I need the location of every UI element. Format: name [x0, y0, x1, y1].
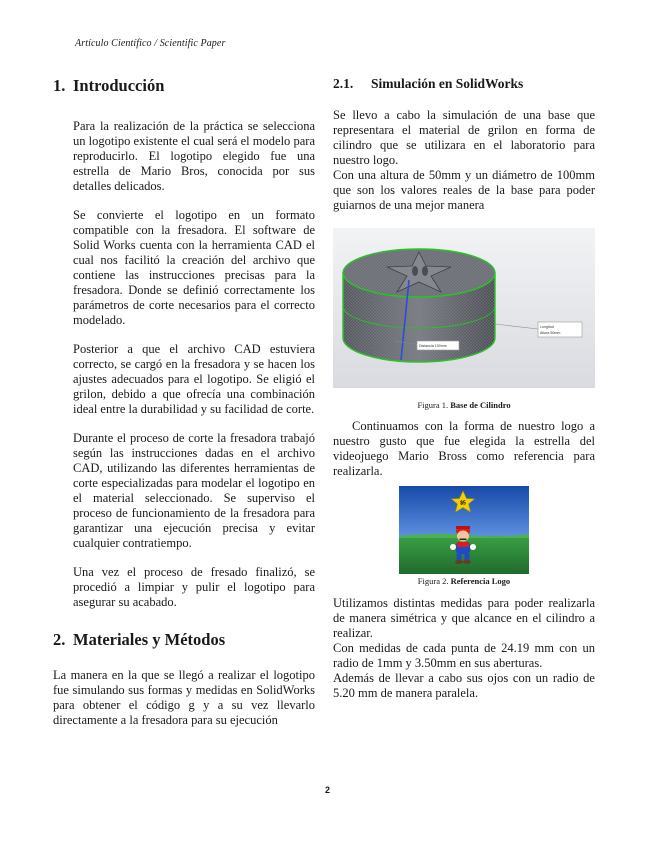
callout-text: Altura 50mm	[540, 331, 561, 335]
mario-image	[399, 486, 529, 574]
intro-paragraph: Para la realización de la práctica se selecciona un logotipo existente el cual será el modelo para reproducirlo. El logotipo elegido fue una estrella de Mario Bros, conocida por sus detalles delicados.	[73, 119, 315, 193]
measurements-paragraph: Además de llevar a cabo sus ojos con un radio de 5.20 mm de manera paralela.	[333, 671, 595, 700]
right-column	[333, 76, 595, 701]
measurements-paragraph: Con medidas de cada punta de 24.19 mm con un radio de 1mm y 3.50mm en sus aberturas.	[333, 641, 595, 670]
intro-paragraph: Una vez el proceso de fresado finalizó, se procedió a limpiar y pulir el logotipo para asegurar su acabado.	[73, 565, 315, 609]
figure2-caption	[333, 576, 595, 586]
figure2-prefix: Figura 2.	[417, 576, 449, 586]
figure1-title: Base de Cilindro	[450, 400, 511, 410]
figure2-title: Referencia Logo	[450, 576, 511, 586]
measurements-paragraph: Utilizamos distintas medidas para poder realizarla de manera simétrica y que alcance en el cilindro a realizar.	[333, 596, 595, 640]
callout-text: Distancia 100mm	[419, 344, 447, 348]
measurements-body	[333, 596, 595, 701]
section-number: 1.	[53, 76, 66, 95]
section-heading-introduccion	[53, 76, 315, 96]
star-label: $5	[460, 500, 466, 507]
subsection-number: 2.1.	[333, 76, 354, 91]
simulation-paragraph: Con una altura de 50mm y un diámetro de 100mm que son los valores reales de la base para poder guiarnos de una mejor manera	[333, 168, 595, 212]
figure1-prefix: Figura 1.	[417, 400, 449, 410]
figure-mario-reference	[399, 486, 529, 574]
left-column	[53, 76, 315, 728]
intro-paragraph: Posterior a que el archivo CAD estuviera correcto, se cargó en la fresadora y se hacen los ajustes adecuados para el logotipo. Se eligió el grilon, debido a que ofrecía una combinación ideal entre la durabilidad y su facilidad de corte.	[73, 342, 315, 416]
section-title: Introducción	[73, 76, 165, 95]
intro-body	[53, 119, 315, 610]
intro-paragraph: Durante el proceso de corte la fresadora trabajó según las instrucciones dadas en el archivo CAD, utilizando las diferentes herramientas de corte especializadas para modelar el logotipo en el material seleccionado. Se superviso el proceso de funcionamiento de la fresadora para garantizar una ejecución precisa y evitar cualquier contratiempo.	[73, 431, 315, 550]
running-header: Artículo Científico / Scientific Paper	[75, 38, 226, 49]
figure1-caption	[333, 400, 595, 410]
cad-render	[333, 228, 595, 388]
grass	[399, 536, 529, 574]
callout-text: Longitud	[540, 325, 554, 329]
continue-paragraph: Continuamos con la forma de nuestro logo a nuestro gusto que fue elegida la estrella del videojuego Mario Bross como referencia para realizarla.	[333, 419, 595, 478]
simulation-paragraph: Se llevo a cabo la simulación de una base que representara el material de grilon en forma de cilindro que se utilizara en el laboratorio para nuestro logo.	[333, 108, 595, 167]
section-number: 2.	[53, 630, 66, 649]
methods-paragraph: La manera en la que se llegó a realizar el logotipo fue simulando sus formas y medidas en SolidWorks para obtener el código g y a su vez llevarlo directamente a la fresadora para su ejecución	[53, 668, 315, 727]
subsection-title: Simulación en SolidWorks	[371, 76, 524, 91]
section-title: Materiales y Métodos	[73, 630, 226, 649]
intro-paragraph: Se convierte el logotipo en un formato compatible con la fresadora. El software de Solid Works cuenta con la herramienta CAD el cual nos facilitó la creación del archivo que contiene las instrucciones precisas para la fresadora. Donde se definió correctamente los parámetros de corte necesarios para el correcto modelado.	[73, 208, 315, 327]
subsection-heading-simulacion	[333, 76, 595, 92]
figure-cad-cylinder	[333, 228, 595, 388]
page-number: 2	[324, 785, 330, 795]
section-heading-materiales	[53, 630, 315, 650]
